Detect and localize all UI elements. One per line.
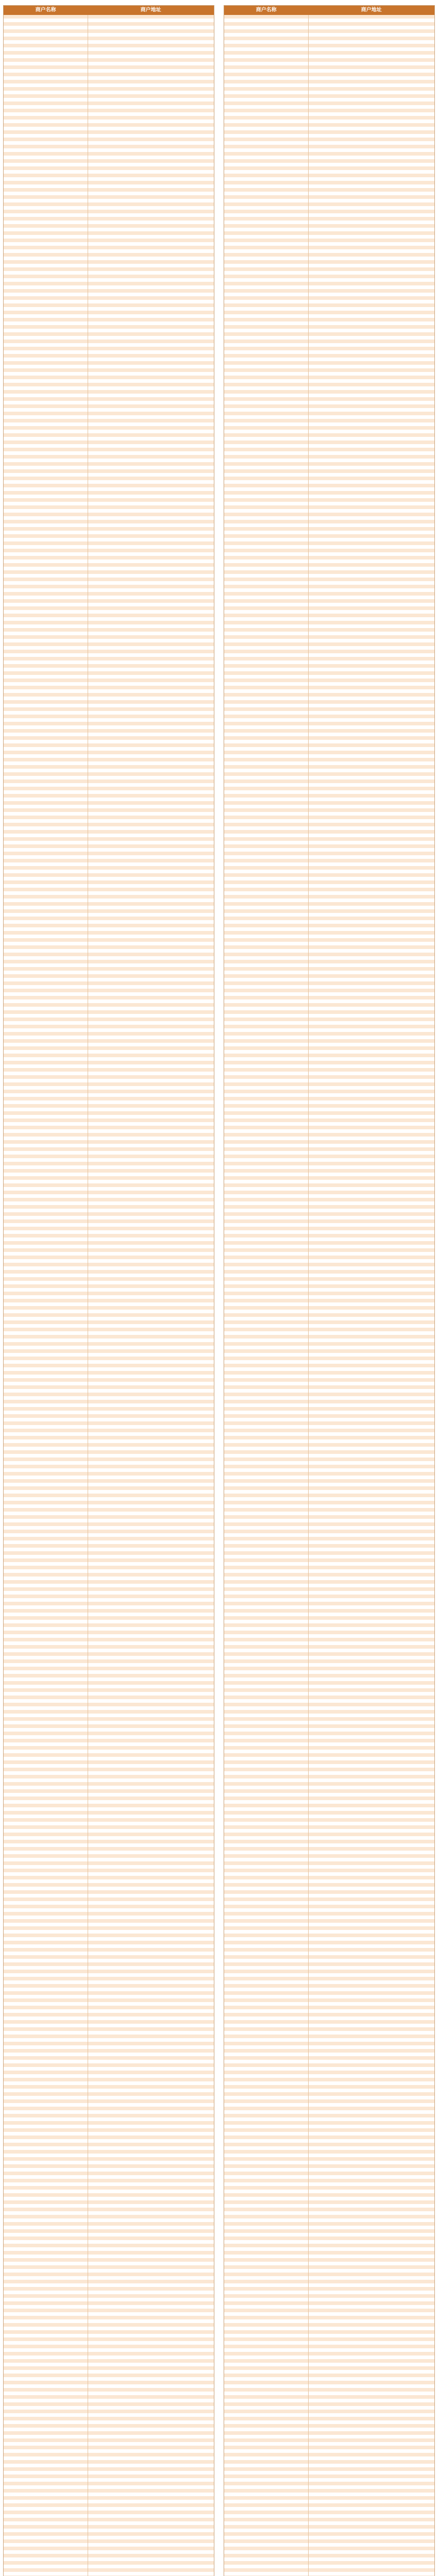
header-merchant-address: 商户地址 [361, 7, 382, 13]
table-header [4, 6, 214, 15]
header-merchant-name: 商户名称 [256, 7, 277, 13]
header-merchant-name: 商户名称 [35, 7, 56, 13]
merchant-table-right [224, 5, 435, 2576]
table-rows-striped [4, 15, 214, 2576]
table-header [224, 6, 434, 15]
table-rows-striped [224, 15, 434, 2576]
merchant-table-left [3, 5, 214, 2576]
header-merchant-address: 商户地址 [140, 7, 161, 13]
